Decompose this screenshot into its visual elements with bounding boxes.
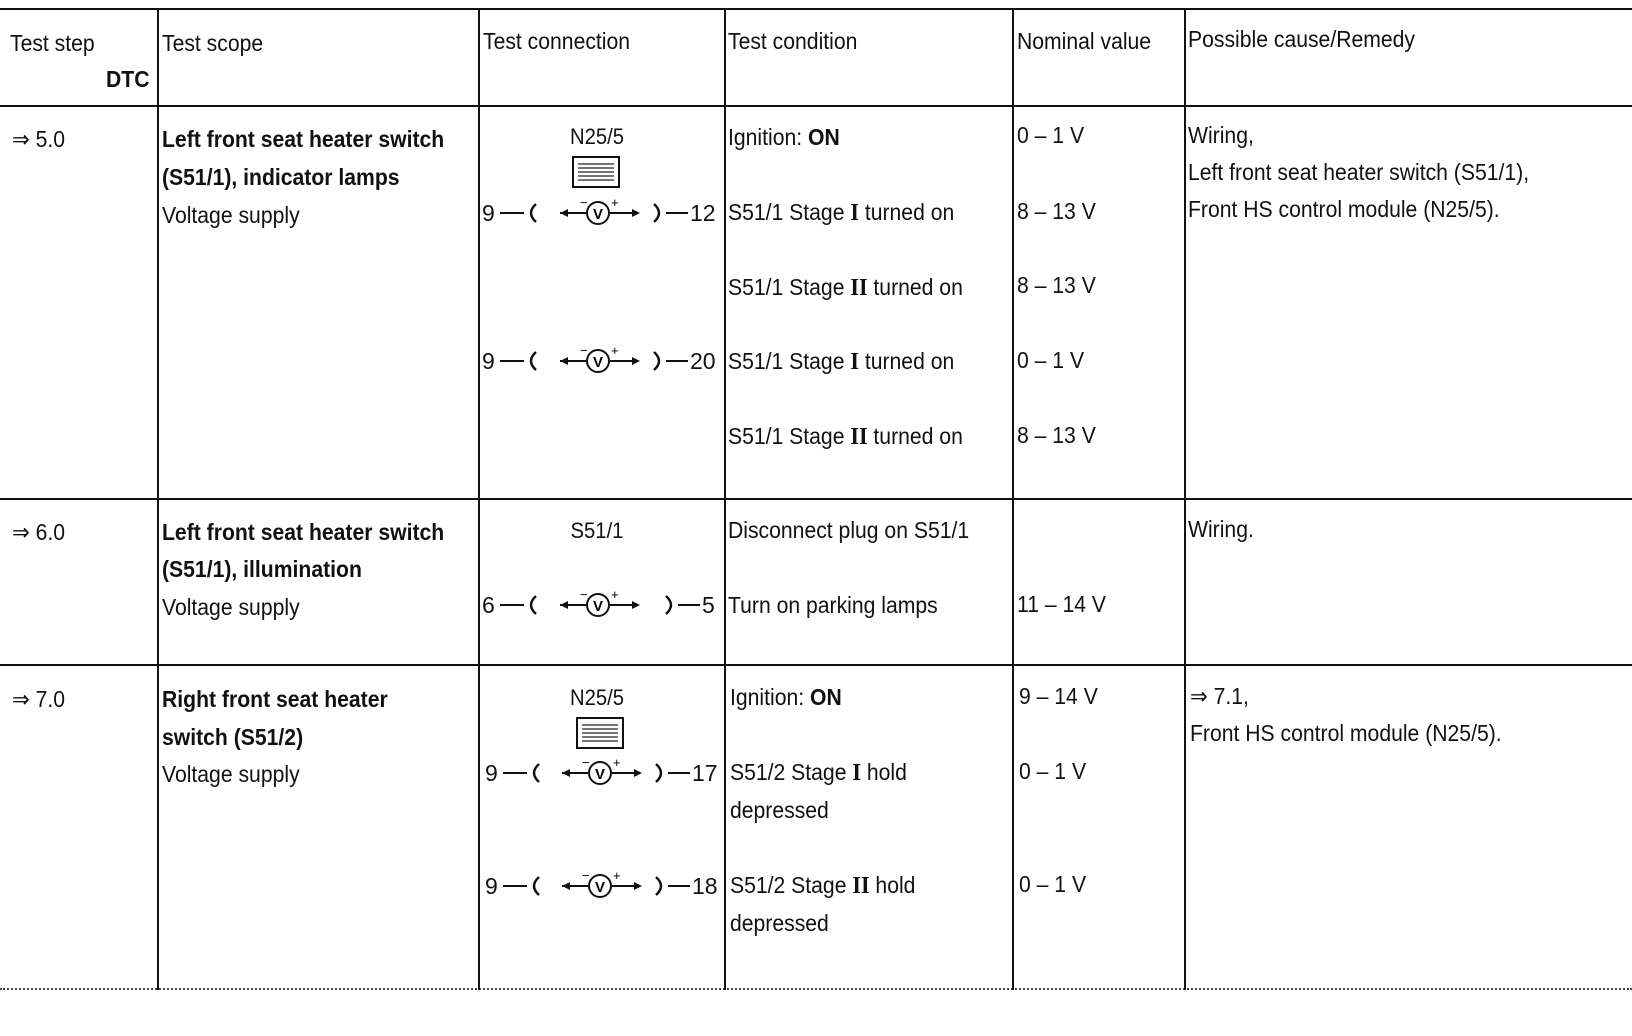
- header-test-step: Test step: [10, 30, 95, 56]
- socket-left-icon: [496, 346, 542, 376]
- row-divider: [0, 498, 1632, 500]
- pin-left: 9: [485, 760, 498, 786]
- header-test-condition: Test condition: [728, 28, 858, 54]
- nominal-value: 8 – 13 V: [1017, 272, 1096, 298]
- voltmeter-v-symbol: V: [592, 598, 604, 615]
- minus-symbol: −: [580, 346, 588, 358]
- pin-left: 9: [485, 873, 498, 899]
- column-divider: [724, 8, 726, 990]
- minus-symbol: −: [582, 871, 590, 883]
- socket-right-icon: [660, 590, 706, 620]
- nominal-value: 0 – 1 V: [1019, 871, 1087, 897]
- nominal-value: 8 – 13 V: [1017, 422, 1096, 448]
- nominal-value: 9 – 14 V: [1019, 683, 1098, 709]
- voltmeter-icon: [560, 871, 644, 901]
- possible-cause: Wiring,: [1188, 122, 1254, 148]
- test-step-number: ⇒ 5.0: [12, 126, 66, 152]
- control-module-icon: [576, 717, 624, 749]
- test-scope-title: Right front seat heater: [162, 686, 388, 712]
- pin-right: 12: [690, 200, 716, 226]
- test-scope-subtitle: Voltage supply: [162, 594, 300, 620]
- header-bottom-rule: [0, 105, 1632, 107]
- voltmeter-v-symbol: V: [592, 354, 604, 371]
- header-dtc: DTC: [106, 66, 150, 92]
- header-possible-cause: Possible cause/Remedy: [1188, 26, 1415, 52]
- test-condition: Turn on parking lamps: [728, 592, 938, 618]
- test-scope-title: (S51/1), indicator lamps: [162, 164, 400, 190]
- minus-symbol: −: [582, 758, 590, 770]
- connector-label: S51/1: [570, 518, 624, 543]
- column-divider: [1012, 8, 1014, 990]
- possible-cause: Front HS control module (N25/5).: [1188, 196, 1500, 222]
- connector-label: N25/5: [569, 124, 625, 149]
- test-condition: Disconnect plug on S51/1: [728, 517, 970, 543]
- nominal-value: 0 – 1 V: [1017, 347, 1085, 373]
- test-scope-title: (S51/1), illumination: [162, 556, 362, 582]
- test-scope-subtitle: Voltage supply: [162, 761, 300, 787]
- test-condition: S51/2 Stage I hold: [730, 759, 907, 786]
- test-condition: S51/2 Stage II hold: [730, 872, 916, 899]
- possible-cause: Left front seat heater switch (S51/1),: [1188, 159, 1530, 185]
- socket-left-icon: [496, 590, 542, 620]
- pin-right: 17: [692, 760, 718, 786]
- test-scope-title: Left front seat heater switch: [162, 126, 445, 152]
- socket-right-icon: [648, 346, 694, 376]
- test-condition: depressed: [730, 797, 829, 823]
- socket-left-icon: [496, 198, 542, 228]
- nominal-value: 11 – 14 V: [1017, 591, 1107, 617]
- test-scope-title: switch (S51/2): [162, 724, 304, 750]
- socket-left-icon: [499, 758, 545, 788]
- test-scope-subtitle: Voltage supply: [162, 202, 300, 228]
- test-condition: S51/1 Stage I turned on: [728, 199, 955, 226]
- voltmeter-v-symbol: V: [592, 206, 604, 223]
- test-condition: Ignition: ON: [730, 684, 842, 710]
- pin-right: 20: [690, 348, 716, 374]
- test-condition: depressed: [730, 910, 829, 936]
- pin-left: 9: [482, 348, 495, 374]
- header-nominal-value: Nominal value: [1017, 28, 1152, 54]
- pin-right: 5: [702, 592, 715, 618]
- voltmeter-icon: [558, 198, 642, 228]
- connector-label: N25/5: [569, 685, 625, 710]
- voltmeter-icon: [558, 346, 642, 376]
- test-condition: S51/1 Stage II turned on: [728, 274, 963, 301]
- minus-symbol: −: [580, 590, 588, 602]
- test-step-number: ⇒ 7.0: [12, 686, 66, 712]
- header-test-connection: Test connection: [483, 28, 631, 54]
- pin-right: 18: [692, 873, 718, 899]
- test-condition: S51/1 Stage II turned on: [728, 423, 963, 450]
- header-test-scope: Test scope: [162, 30, 264, 56]
- nominal-value: 0 – 1 V: [1019, 758, 1087, 784]
- column-divider: [478, 8, 480, 990]
- possible-cause: Wiring.: [1188, 516, 1254, 542]
- plus-symbol: +: [611, 198, 619, 210]
- voltmeter-icon: [558, 590, 642, 620]
- socket-right-icon: [650, 758, 696, 788]
- socket-right-icon: [650, 871, 696, 901]
- voltmeter-v-symbol: V: [594, 879, 606, 896]
- plus-symbol: +: [613, 871, 621, 883]
- table-top-rule: [0, 8, 1632, 10]
- pin-left: 9: [482, 200, 495, 226]
- control-module-icon: [572, 156, 620, 188]
- voltmeter-icon: [560, 758, 644, 788]
- test-condition: S51/1 Stage I turned on: [728, 348, 955, 375]
- plus-symbol: +: [613, 758, 621, 770]
- row-divider: [0, 664, 1632, 666]
- pin-left: 6: [482, 592, 495, 618]
- possible-cause: ⇒ 7.1,: [1190, 683, 1249, 709]
- possible-cause: Front HS control module (N25/5).: [1190, 720, 1502, 746]
- column-divider: [1184, 8, 1186, 990]
- socket-right-icon: [648, 198, 694, 228]
- column-divider: [157, 8, 159, 990]
- minus-symbol: −: [580, 198, 588, 210]
- test-step-number: ⇒ 6.0: [12, 519, 66, 545]
- plus-symbol: +: [611, 590, 619, 602]
- table-bottom-dotted-rule: [0, 988, 1632, 990]
- test-condition: Ignition: ON: [728, 124, 840, 150]
- voltmeter-v-symbol: V: [594, 766, 606, 783]
- test-scope-title: Left front seat heater switch: [162, 519, 445, 545]
- nominal-value: 0 – 1 V: [1017, 122, 1085, 148]
- nominal-value: 8 – 13 V: [1017, 198, 1096, 224]
- socket-left-icon: [499, 871, 545, 901]
- plus-symbol: +: [611, 346, 619, 358]
